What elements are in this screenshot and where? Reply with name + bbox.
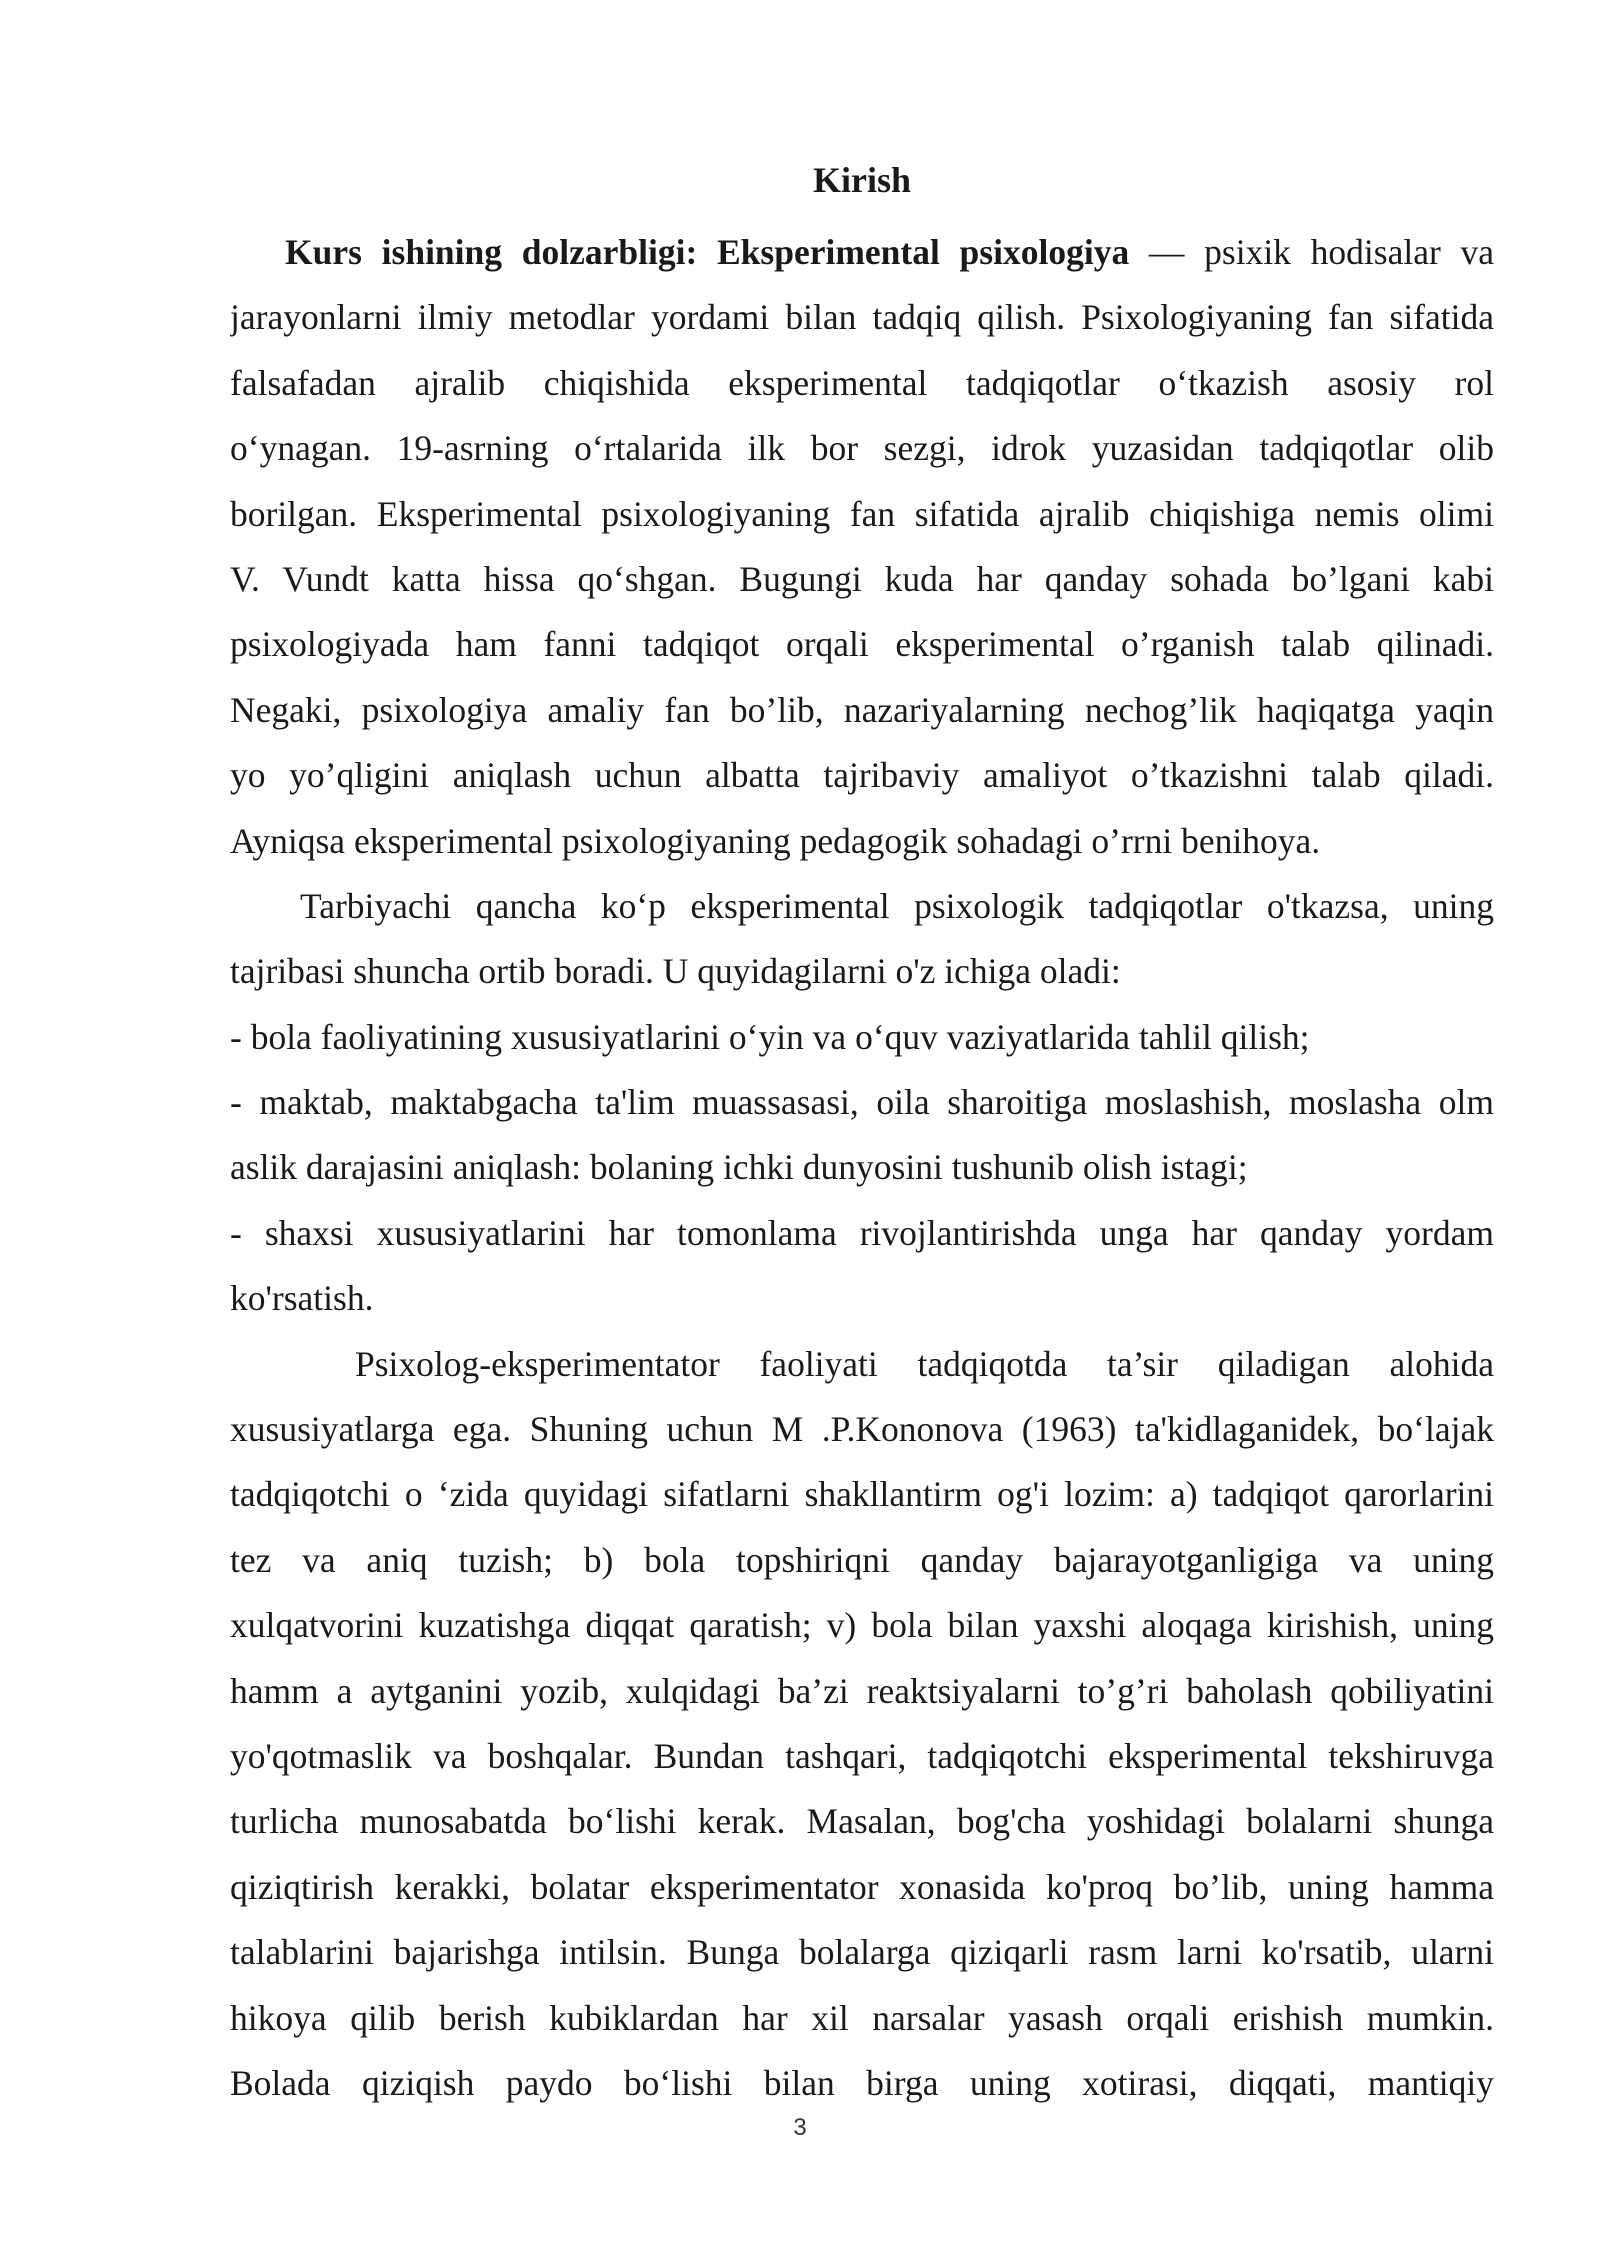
- document-body: [230, 148, 1494, 2116]
- text-line: o‘ynagan. 19-asrning o‘rtalarida ilk bor sezgi, idrok yuzasidan tadqiqotlar olib: [230, 428, 1494, 469]
- text-line: Negaki, psixologiya amaliy fan bo’lib, nazariyalarning nechog’lik haqiqatga yaqin: [230, 689, 1494, 730]
- list-item: - shaxsi xususiyatlarini har tomonlama rivojlantirishda unga har qanday yordam: [230, 1212, 1494, 1253]
- text-line: psixologiyada ham fanni tadqiqot orqali eksperimental o’rganish talab qilinadi.: [230, 624, 1494, 665]
- intro-term: Eksperimental psixologiya: [716, 232, 1130, 272]
- text-line: xususiyatlarga ega. Shuning uchun M .P.Kononova (1963) ta'kidlaganidek, bo‘lajak: [230, 1409, 1494, 1450]
- text-line: qiziqtirish kerakki, bolatar eksperimentator xonasida ko'proq bo’lib, uning hamma: [230, 1866, 1494, 1907]
- text-line: ko'rsatish.: [230, 1278, 374, 1319]
- text-line: xulqatvorini kuzatishga diqqat qaratish; v) bola bilan yaxshi aloqaga kirishish, uning: [230, 1605, 1494, 1646]
- text-line: Ayniqsa eksperimental psixologiyaning pedagogik sohadagi o’rrni benihoya.: [230, 820, 1321, 861]
- text-line: Tarbiyachi qancha ko‘p eksperimental psixologik tadqiqotlar o'tkazsa, uning: [300, 885, 1494, 926]
- list-item: - bola faoliyatining xususiyatlarini o‘yin va o‘quv vaziyatlarida tahlil qilish;: [230, 1016, 1310, 1057]
- text-line: borilgan. Eksperimental psixologiyaning fan sifatida ajralib chiqishiga nemis olimi: [230, 493, 1494, 534]
- text-line: aslik darajasini aniqlash: bolaning ichki dunyosini tushunib olish istagi;: [230, 1147, 1248, 1188]
- text-line: hamm a aytganini yozib, xulqidagi ba’zi reaktsiyalarni to’g’ri baholash qobiliyatini: [230, 1670, 1494, 1711]
- text-line: tez va aniq tuzish; b) bola topshiriqni qanday bajarayotganligiga va uning: [230, 1539, 1494, 1580]
- text-line: falsafadan ajralib chiqishida eksperimental tadqiqotlar o‘tkazish asosiy rol: [230, 362, 1494, 403]
- text-line: jarayonlarni ilmiy metodlar yordami bilan tadqiq qilish. Psixologiyaning fan sifatida: [230, 297, 1494, 338]
- body-text: [230, 220, 1494, 2116]
- text-line: hikoya qilib berish kubiklardan har xil narsalar yasash orqali erishish mumkin.: [230, 1997, 1494, 2038]
- intro-label: Kurs ishining dolzarbligi:: [285, 232, 698, 272]
- text-line: yo'qotmaslik va boshqalar. Bundan tashqari, tadqiqotchi eksperimental tekshiruvga: [230, 1735, 1494, 1776]
- text-line: V. Vundt katta hissa qo‘shgan. Bugungi kuda har qanday sohada bo’lgani kabi: [230, 558, 1494, 599]
- text-line: [230, 220, 1494, 285]
- text-line: tajribasi shuncha ortib boradi. U quyidagilarni o'z ichiga oladi:: [230, 951, 1121, 992]
- list-item: - maktab, maktabgacha ta'lim muassasasi, oila sharoitiga moslashish, moslasha olm: [230, 1082, 1494, 1123]
- line-text: — psixik hodisalar va: [1129, 232, 1494, 272]
- text-line: tadqiqotchi o ‘zida quyidagi sifatlarni shakllantirm og'i lozim: a) tadqiqot qarorlarini: [230, 1474, 1494, 1515]
- text-line: Psixolog-eksperimentator faoliyati tadqiqotda ta’sir qiladigan alohida: [355, 1343, 1494, 1384]
- section-title: Kirish: [812, 160, 911, 200]
- text-line: Bolada qiziqish paydo bo‘lishi bilan birga uning xotirasi, diqqati, mantiqiy: [230, 2062, 1494, 2103]
- page-number: 3: [793, 2114, 807, 2141]
- text-line: talablarini bajarishga intilsin. Bunga bolalarga qiziqarli rasm larni ko'rsatib, ularni: [230, 1932, 1494, 1973]
- text-line: turlicha munosabatda bo‘lishi kerak. Masalan, bog'cha yoshidagi bolalarni shunga: [230, 1801, 1494, 1842]
- text-line: yo yo’qligini aniqlash uchun albatta tajribaviy amaliyot o’tkazishni talab qiladi.: [230, 755, 1494, 796]
